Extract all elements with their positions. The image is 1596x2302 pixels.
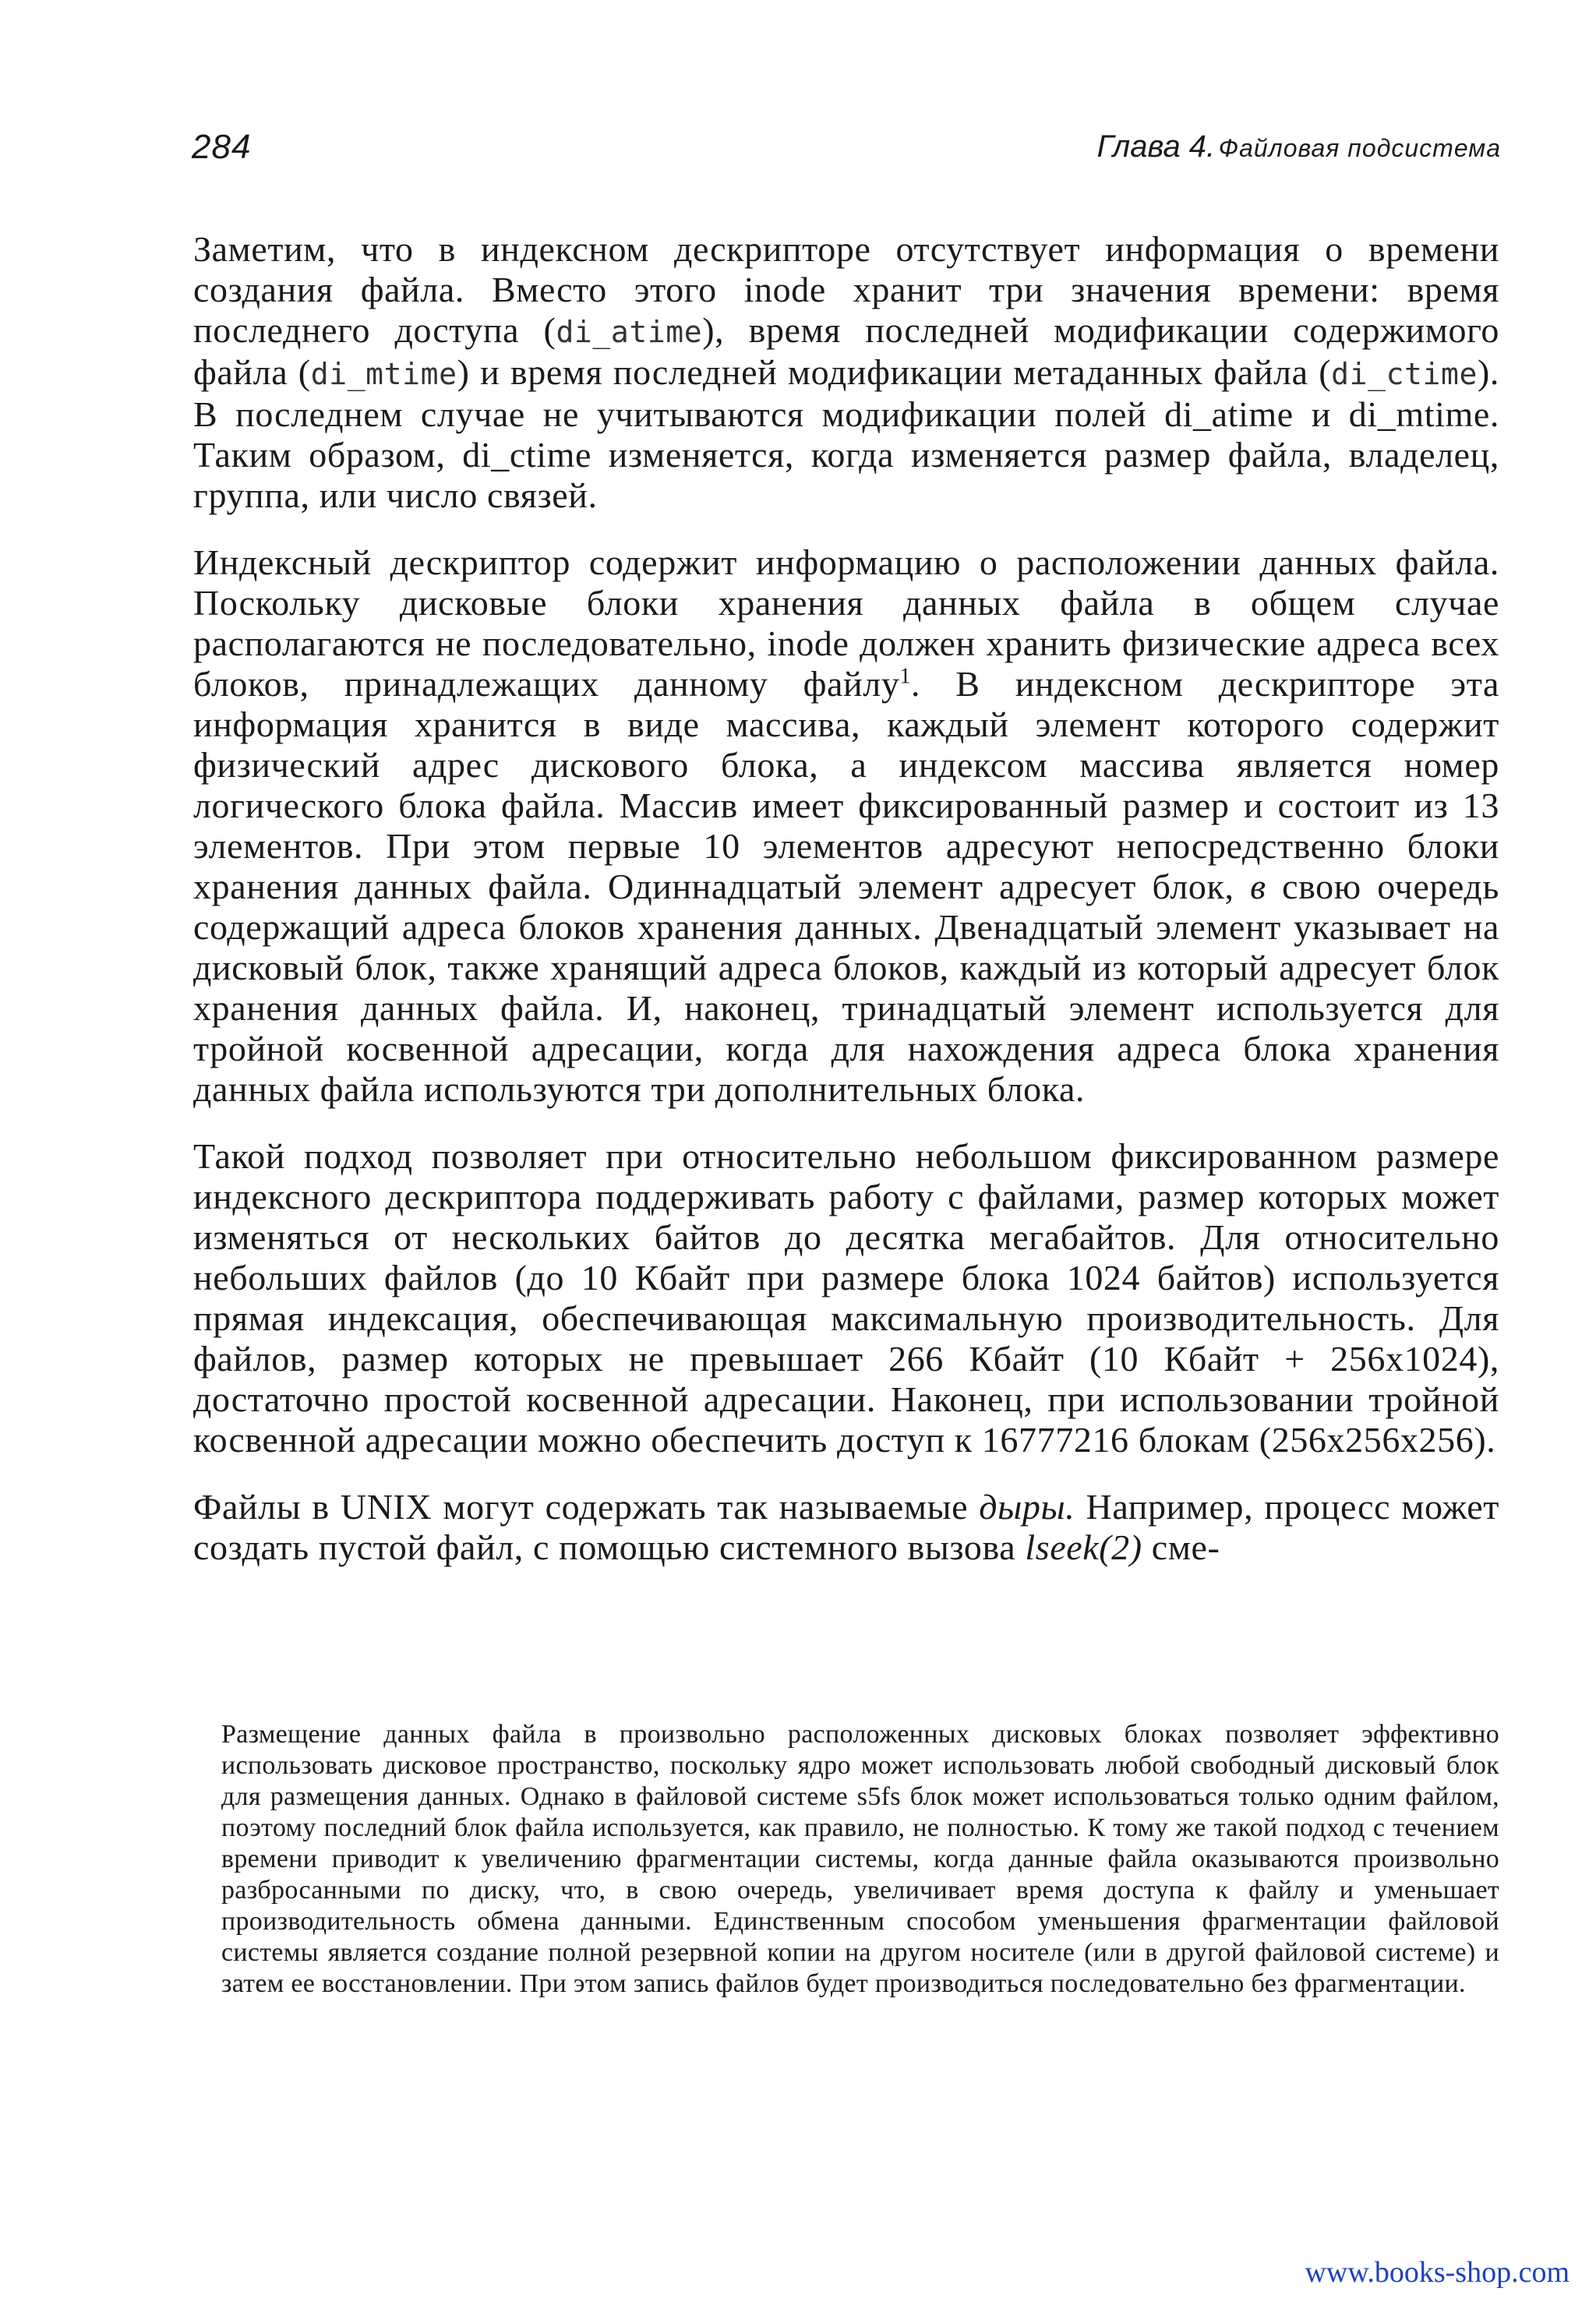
term-holes: дыры. bbox=[979, 1487, 1075, 1527]
footnote: Размещение данных файла в произвольно расположенных дисковых блоках позволяет эффективно использовать дисковое пространство, поскольку ядро может использовать любой свободный дисковый блок для размещения данных. Однако в файловой системе s5fs блок может использоваться только одним файлом, поэтому последний блок файла используется, как правило, не полностью. К тому же такой подход с течением времени приводит к увеличению фрагментации системы, когда данные файла оказываются произвольно разбросанными по диску, что, в свою очередь, увеличивает время доступа к файлу и уменьшает производительность обмена данными. Единственным способом уменьшения фрагментации файловой системы является создание полной резервной копии на другом носителе (или в другой файловой системе) и затем ее восстановлении. При этом запись файлов будет производиться последовательно без фрагментации. bbox=[221, 1720, 1499, 1998]
text-run: ), время последней модификации содержимого файла ( bbox=[193, 310, 1500, 392]
chapter-label: Глава 4. bbox=[1096, 129, 1216, 164]
italic-word: в bbox=[1250, 867, 1266, 906]
running-head bbox=[1097, 129, 1501, 164]
text-run: Заметим, что в индексном дескрипторе отсутствует информация о времени создания файла. Вместо этого inode хранит три значения времени: время последнего доступа ( bbox=[193, 229, 1499, 350]
text-run: Индексный дескриптор содержит информацию о расположении данных файла. Поскольку дисковые блоки хранения данных файла в общем случае располагаются не последовательно, inode должен хранить физические адреса всех блоков, принадлежащих данному файлу bbox=[193, 542, 1499, 704]
text-run: Например, процесс может создать пустой файл, с помощью системного вызова bbox=[193, 1487, 1500, 1567]
page-number: 284 bbox=[192, 128, 252, 166]
code-di-atime: di_atime bbox=[556, 315, 703, 349]
text-run: Файлы в UNIX могут содержать так называемые bbox=[193, 1487, 980, 1527]
body-text bbox=[193, 229, 1499, 1594]
text-run: ) и время последней модификации метаданных файла ( bbox=[457, 352, 1332, 392]
code-di-ctime: di_ctime bbox=[1331, 357, 1478, 391]
paragraph-block-addressing bbox=[193, 542, 1499, 1110]
text-run: свою очередь содержащий адреса блоков хранения данных. Двенадцатый элемент указывает на дисковый блок, также хранящий адреса блоков, каждый из который адресует блок хранения данных файла. И, наконец, тринадцатый элемент используется для тройной косвенной адресации, когда для нахождения адреса блока хранения данных файла используются три дополнительных блока. bbox=[193, 867, 1499, 1109]
syscall-lseek: lseek(2) bbox=[1025, 1527, 1142, 1567]
paragraph-file-sizes: Такой подход позволяет при относительно небольшом фиксированном размере индексного дескриптора поддерживать работу с файлами, размер которых может изменяться от нескольких байтов до десятка мегабайтов. Для относительно небольших файлов (до 10 Кбайт при размере блока 1024 байтов) используется прямая индексация, обеспечивающая максимальную производительность. Для файлов, размер которых не превышает 266 Кбайт (10 Кбайт + 256x1024), достаточно простой косвенной адресации. Наконец, при использовании тройной косвенной адресации можно обеспечить доступ к 16777216 блокам (256x256x256). bbox=[193, 1136, 1499, 1460]
chapter-title: Файловая подсистема bbox=[1218, 134, 1501, 162]
watermark-link[interactable]: www.books-shop.com bbox=[1305, 2256, 1570, 2289]
text-run: сме- bbox=[1142, 1527, 1220, 1567]
code-di-mtime: di_mtime bbox=[310, 357, 457, 391]
paragraph-holes bbox=[193, 1487, 1499, 1568]
paragraph-timestamps bbox=[193, 229, 1499, 516]
text-run: . В индексном дескрипторе эта информация хранится в виде массива, каждый элемент которого содержит физический адрес дискового блока, а индексом массива является номер логического блока файла. Массив имеет фиксированный размер и состоит из 13 элементов. При этом первые 10 элементов адресуют непосредственно блоки хранения данных файла. Одиннадцатый элемент адресует блок, bbox=[193, 664, 1500, 906]
text-run: ). В последнем случае не учитываются модификации полей di_atime и di_mtime. Таким образом, di_ctime изменяется, когда изменяется размер файла, владелец, группа, или число связей. bbox=[193, 352, 1500, 515]
footnote-reference: 1 bbox=[899, 664, 912, 689]
